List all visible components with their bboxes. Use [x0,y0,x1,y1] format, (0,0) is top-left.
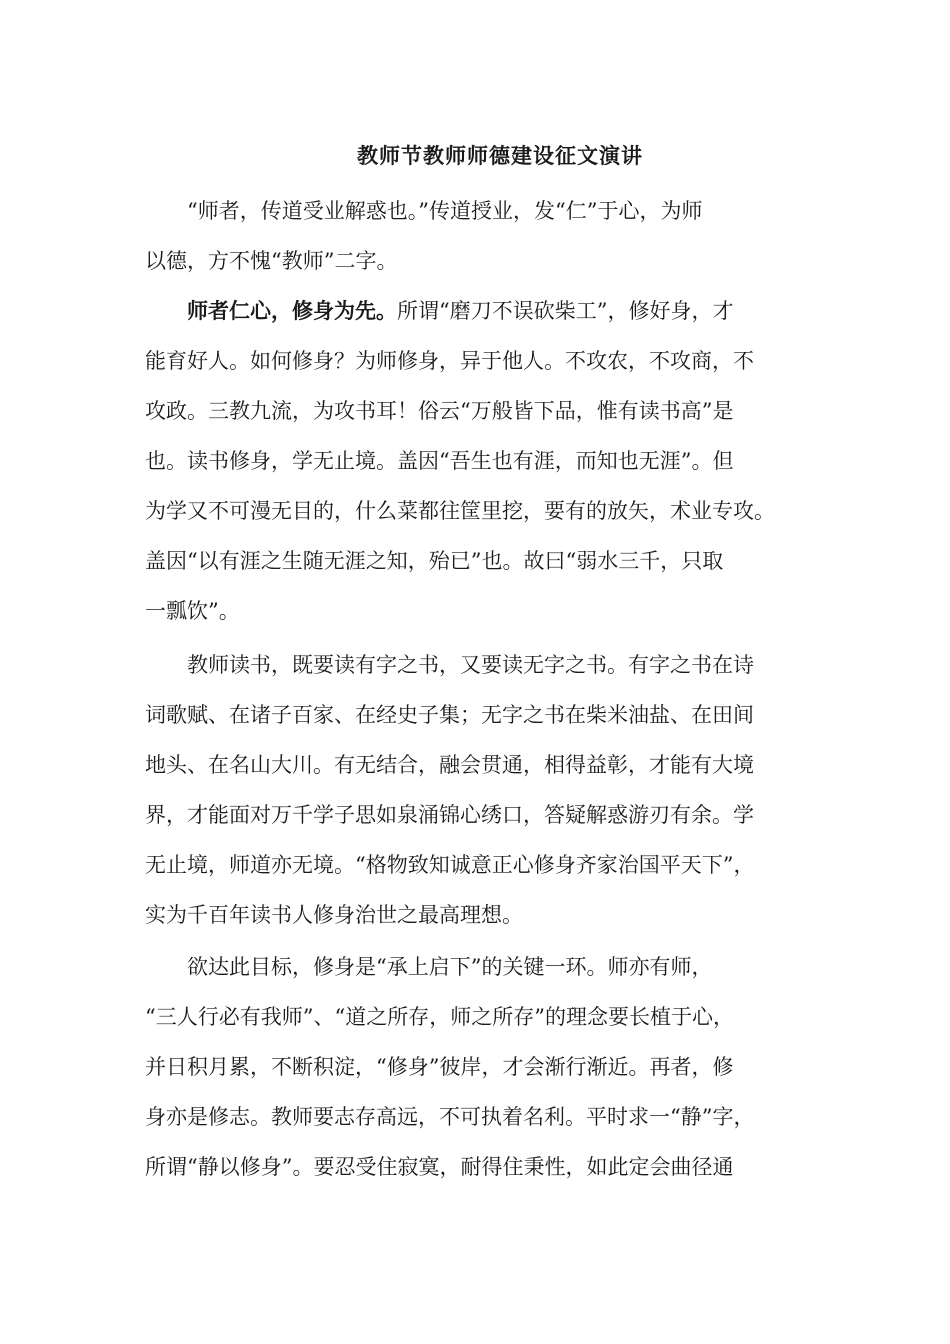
paragraph-line: 教师读书，既要读有字之书，又要读无字之书。有字之书在诗 [187,653,754,677]
paragraph-line: 盖因“以有涯之生随无涯之知，殆已”也。故曰“弱水三千，只取 [145,549,724,573]
paragraph-4 [145,942,810,1192]
paragraph-line: 词歌赋、在诸子百家、在经史子集；无字之书在柴米油盐、在田间 [145,703,754,727]
paragraph-1 [145,186,810,286]
paragraph-line-rest: 所谓“磨刀不误砍柴工”，修好身，才 [397,299,734,323]
paragraph-line: 以德，方不愧“教师”二字。 [145,249,398,273]
paragraph-line: 欲达此目标，修身是“承上启下”的关键一环。师亦有师， [187,955,713,979]
paragraph-line: 一瓢饮”。 [145,599,240,623]
paragraph-line: 所谓“静以修身”。要忍受住寂寞，耐得住秉性，如此定会曲径通 [145,1155,734,1179]
paragraph-2 [145,286,810,636]
paragraph-line: 无止境，师道亦无境。“格物致知诚意正心修身齐家治国平天下”， [145,853,755,877]
paragraph-line: 实为千百年读书人修身治世之最高理想。 [145,903,523,927]
paragraph-line: 并日积月累，不断积淀，“修身”彼岸，才会渐行渐近。再者，修 [145,1055,734,1079]
paragraph-line: “师者，传道受业解惑也。”传道授业，发“仁”于心，为师 [187,199,703,223]
paragraph-line: 攻政。三教九流，为攻书耳！俗云“万般皆下品，惟有读书高”是 [145,399,734,423]
document-title: 教师节教师师德建设征文演讲 [357,143,643,168]
paragraph-3 [145,640,810,940]
paragraph-line: 为学又不可漫无目的，什么菜都往筐里挖，要有的放矢，术业专攻。 [145,499,775,523]
paragraph-line: 地头、在名山大川。有无结合，融会贯通，相得益彰，才能有大境 [145,753,754,777]
paragraph-lead-heading: 师者仁心，修身为先。 [187,298,397,323]
paragraph-line: 身亦是修志。教师要志存高远，不可执着名利。平时求一“静”字， [145,1105,755,1129]
paragraph-line: 也。读书修身，学无止境。盖因“吾生也有涯，而知也无涯”。但 [145,449,734,473]
paragraph-line: 界，才能面对万千学子思如泉涌锦心绣口，答疑解惑游刃有余。学 [145,803,754,827]
paragraph-line: 能育好人。如何修身？为师修身，异于他人。不攻农，不攻商，不 [145,349,754,373]
paragraph-line: “三人行必有我师”、“道之所存，师之所存”的理念要长植于心， [145,1005,734,1029]
paragraph-first-line [145,286,810,336]
